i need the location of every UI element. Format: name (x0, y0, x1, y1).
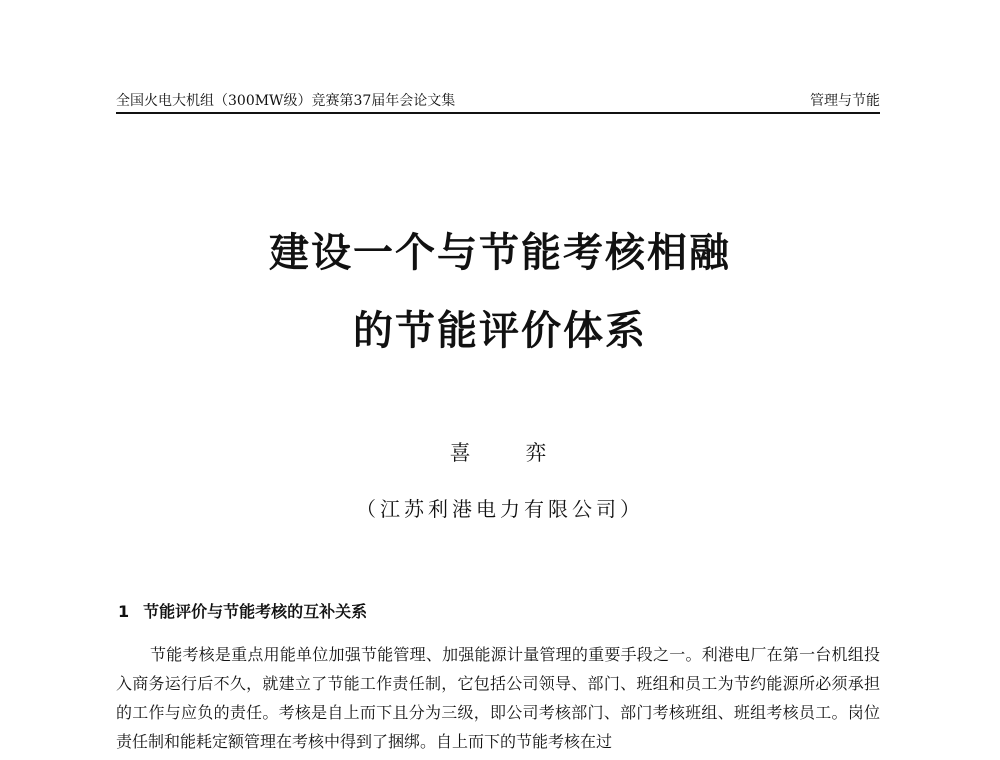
section-name: 管理与节能 (810, 93, 880, 109)
body-paragraph: 节能考核是重点用能单位加强节能管理、加强能源计量管理的重要手段之一。利港电厂在第一台机组投入商务运行后不久，就建立了节能工作责任制，它包括公司领导、部门、班组和员工为节约能源所必须承担的工作与应负的责任。考核是自上而下且分为三级，即公司考核部门、部门考核班组、班组考核员工。岗位责任制和能耗定额管理在考核中得到了捆绑。自上而下的节能考核在过 (116, 645, 880, 751)
title-line-2: 的节能评价体系 (353, 308, 647, 354)
title-line-1: 建设一个与节能考核相融 (269, 230, 731, 276)
paper-title (0, 214, 1000, 370)
section-title: 节能评价与节能考核的互补关系 (143, 602, 368, 621)
section-heading (118, 600, 367, 624)
journal-name: 全国火电大机组（300MW级）竞赛第37届年会论文集 (116, 93, 456, 109)
running-header (116, 88, 880, 114)
section-number: 1 (118, 602, 130, 621)
author-affiliation: （江苏利港电力有限公司） (356, 497, 644, 521)
author-name: 喜 弈 (449, 441, 571, 465)
